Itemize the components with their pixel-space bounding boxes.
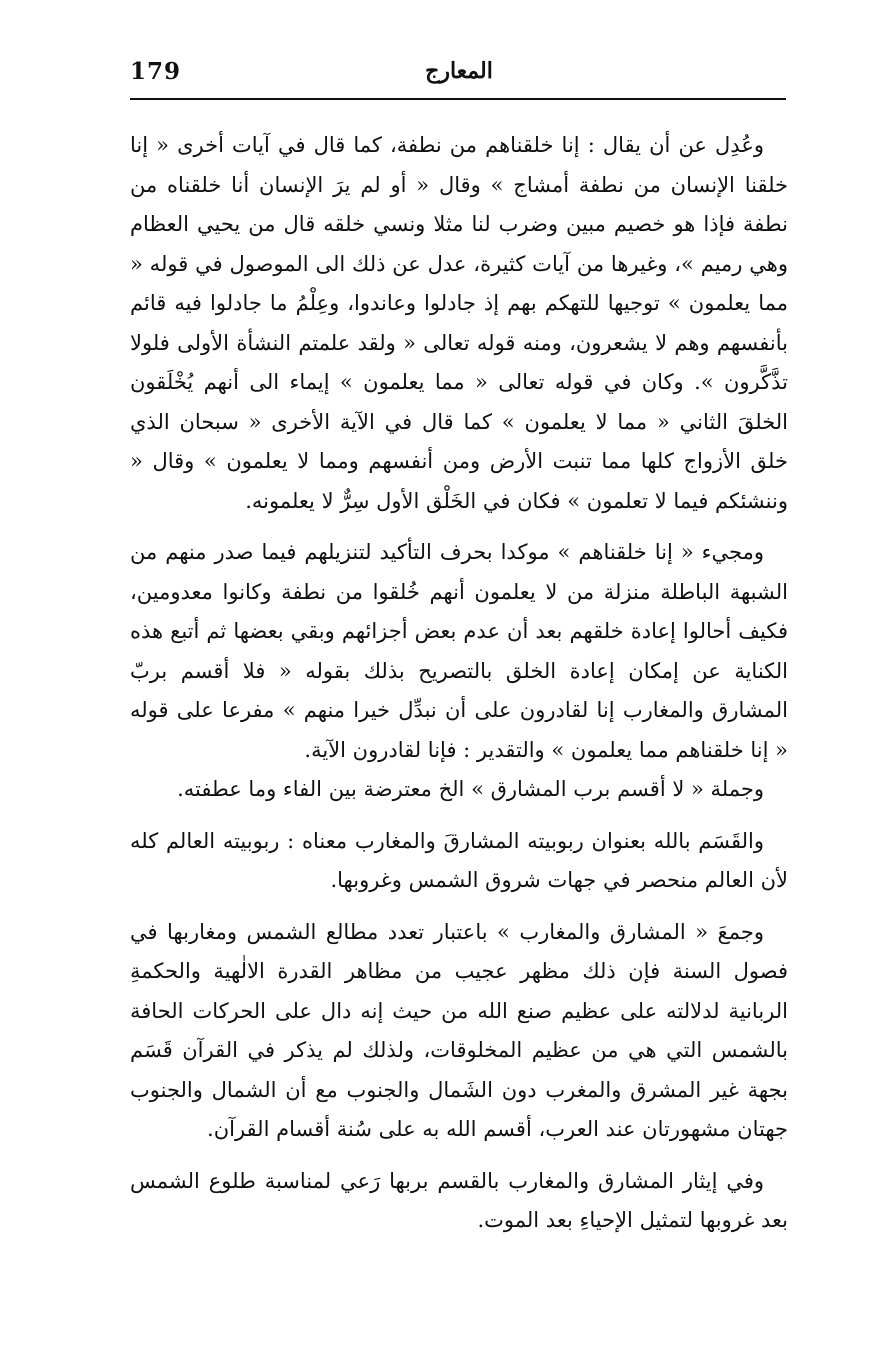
paragraph: وجمعَ « المشارق والمغارب » باعتبار تعدد مطالع الشمس ومغاربها في فصول السنة فإن ذلك مظهر عجيب من مظاهر القدرة الالٰهية والحكمةِ الربانية لدلالته على عظيم صنع الله من حيث إنه دال على الحركات الحافة بالشمس التي هي من عظيم المخلوقات، ولذلك لم يذكر في القرآن قَسَم بجهة غير المشرق والمغرب دون الشَمال والجنوب مع أن الشمال والجنوب جهتان مشهورتان عند العرب، أقسم الله به على سُنة أقسام القرآن.	[130, 919, 788, 1141]
paragraph: وعُدِل عن أن يقال : إنا خلقناهم من نطفة، كما قال في آيات أخرى « إنا خلقنا الإنسان من نطفة أمشاج » وقال « أو لم يرَ الإنسان أنا خلقناه من نطفة فإذا هو خصيم مبين وضرب لنا مثلا ونسي خلقه قال من يحيي العظام وهي رميم »، وغيرها من آيات كثيرة، عدل عن ذلك الى الموصول في قوله « مما يعلمون » توجيها للتهكم بهم إذ جادلوا وعاندوا، وعِلْمُ ما جادلوا فيه قائم بأنفسهم وهم لا يشعرون، ومنه قوله تعالى « ولقد علمتم النشأة الأولى فلولا تذَّكَّرون ». وكان في قوله تعالى « مما يعلمون » إيماء الى أنهم يُخْلَقون الخلقَ الثاني « مما لا يعلمون » كما قال في الآية الأخرى « سبحان الذي خلق الأزواج كلها مما تنبت الأرض ومن أنفسهم ومما لا يعلمون » وقال « وننشئكم فيما لا تعلمون » فكان في الخَلْق الأول سِرٌّ لا يعلمونه.	[130, 133, 788, 513]
header-rule	[130, 98, 786, 100]
page-header	[130, 56, 788, 92]
body-text	[130, 126, 788, 1241]
paragraph: وجملة « لا أقسم برب المشارق » الخ معترضة بين الفاء وما عطفته.	[177, 777, 764, 801]
paragraph: ومجيء « إنا خلقناهم » موكدا بحرف التأكيد لتنزيلهم فيما صدر منهم من الشبهة الباطلة منزلة من لا يعلمون أنهم خُلقوا من نطفة وكانوا معدومين، فكيف أحالوا إعادة خلقهم بعد أن عدم بعض أجزائهم وبقي بعضها ثم أتبع هذه الكناية عن إمكان إعادة الخلق بالتصريح بذلك بقوله « فلا أقسم بربّ المشارق والمغارب إنا لقادرون على أن نبدِّل خيرا منهم » مفرعا على قوله « إنا خلقناهم مما يعلمون » والتقدير : فإنا لقادرون الآية.	[130, 540, 788, 762]
paragraph: وفي إيثار المشارق والمغارب بالقسم بربها رَعي لمناسبة طلوع الشمس بعد غروبها لتمثيل الإحياءِ بعد الموت.	[130, 1168, 788, 1232]
page-number: 179	[130, 58, 182, 85]
running-title: المعارج	[425, 58, 493, 84]
paragraph: والقَسَم بالله بعنوان ربوبيته المشارقَ والمغارب معناه : ربوبيته العالم كله لأن العالم منحصر في جهات شروق الشمس وغروبها.	[130, 828, 788, 892]
